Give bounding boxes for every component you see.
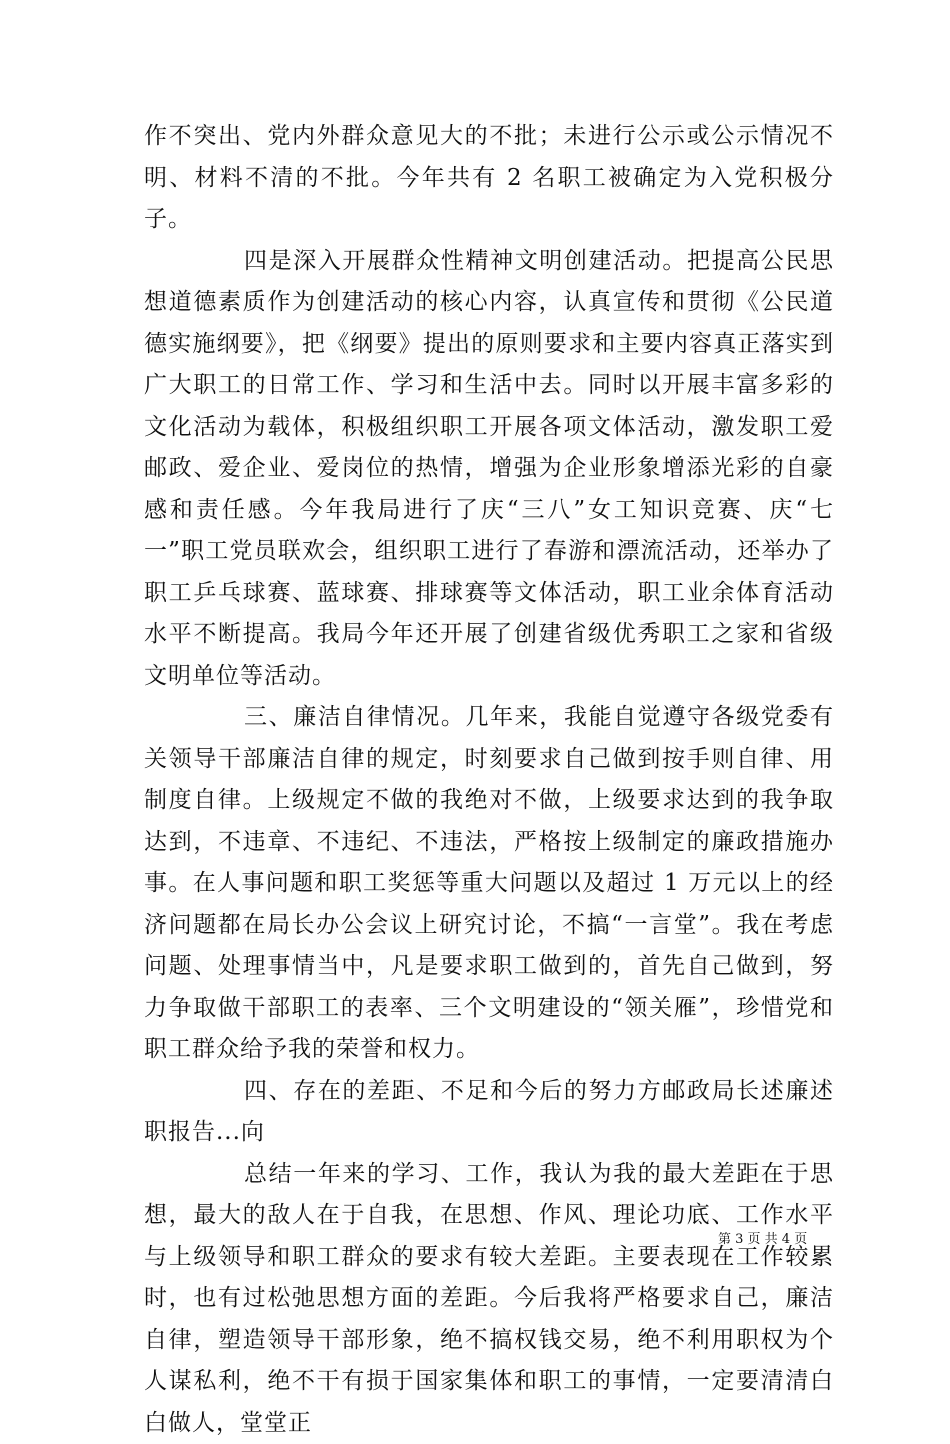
paragraph-continuation: 作不突出、党内外群众意见大的不批；未进行公示或公示情况不明、材料不清的不批。今年共有 2 名职工被确定为入党积极分子。 (144, 116, 834, 241)
paragraph-summary: 总结一年来的学习、工作，我认为我的最大差距在于思想，最大的敌人在于自我，在思想、作风、理论功底、工作水平与上级领导和职工群众的要求有较大差距。主要表现在工作较累时，也有过松弛思想方面的差距。今后我将严格要求自己，廉洁自律，塑造领导干部形象，绝不搞权钱交易，绝不利用职权为个人谋私利，绝不干有损于国家集体和职工的事情，一定要清清白白做人，堂堂正 (144, 1154, 834, 1444)
page-number-footer: 第 3 页 共 4 页 (718, 1232, 807, 1248)
paragraph-spiritual-civilization: 四是深入开展群众性精神文明创建活动。把提高公民思想道德素质作为创建活动的核心内容，认真宣传和贯彻《公民道德实施纲要》，把《纲要》提出的原则要求和主要内容真正落实到广大职工的日常工作、学习和生活中去。同时以开展丰富多彩的文化活动为载体，积极组织职工开展各项文体活动，激发职工爱邮政、爱企业、爱岗位的热情，增强为企业形象增添光彩的自豪感和责任感。今年我局进行了庆“三八”女工知识竞赛、庆“七一”职工党员联欢会，组织职工进行了春游和漂流活动，还举办了职工乒乓球赛、蓝球赛、排球赛等文体活动，职工业余体育活动水平不断提高。我局今年还开展了创建省级优秀职工之家和省级文明单位等活动。 (144, 241, 834, 698)
paragraph-integrity-self-discipline: 三、廉洁自律情况。几年来，我能自觉遵守各级党委有关领导干部廉洁自律的规定，时刻要求自己做到按手则自律、用制度自律。上级规定不做的我绝对不做，上级要求达到的我争取达到，不违章、不违纪、不违法，严格按上级制定的廉政措施办事。在人事问题和职工奖惩等重大问题以及超过 1 万元以上的经济问题都在局长办公会议上研究讨论，不搞“一言堂”。我在考虑问题、处理事情当中，凡是要求职工做到的，首先自己做到，努力争取做干部职工的表率、三个文明建设的“领关雁”，珍惜党和职工群众给予我的荣誉和权力。 (144, 697, 834, 1071)
paragraph-gaps-heading: 四、存在的差距、不足和今后的努力方邮政局长述廉述职报告...向 (144, 1071, 834, 1154)
